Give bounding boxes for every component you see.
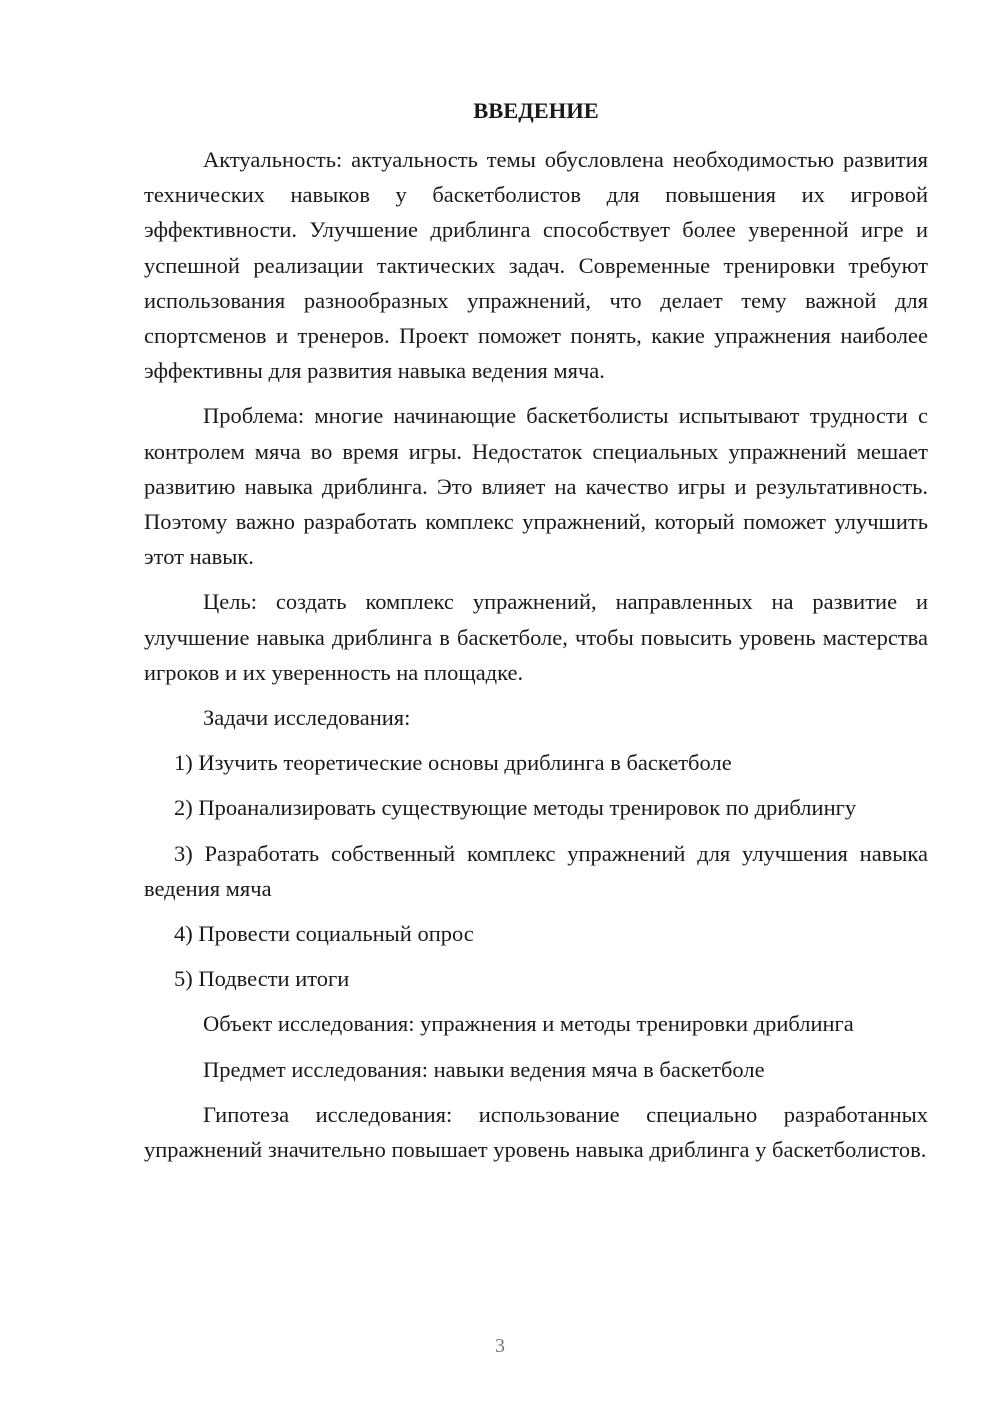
task-item-4: 4) Провести социальный опрос — [174, 921, 474, 947]
task-item-3: 3) Разработать собственный комплекс упражнений для улучшения навыка ведения мяча — [144, 840, 928, 901]
paragraph-relevance: Актуальность: актуальность темы обусловлена необходимостью развития технических навыков у баскетболистов для повышения их игровой эффективности. Улучшение дриблинга способствует более уверенной игре и успешной реализации тактических задач. Современные тренировки требуют использования разнообразных упражнений, что делает тему важной для спортсменов и тренеров. Проект поможет понять, какие упражнения наиболее эффективны для развития навыка ведения мяча. — [144, 147, 928, 384]
page-title: ВВЕДЕНИЕ — [473, 98, 599, 123]
paragraph-problem: Проблема: многие начинающие баскетболисты испытывают трудности с контролем мяча во время игры. Недостаток специальных упражнений мешает развитию навыка дриблинга. Это влияет на качество игры и результативность. Поэтому важно разработать комплекс упражнений, который поможет улучшить этот навык. — [144, 403, 928, 570]
tasks-heading: Задачи исследования: — [203, 705, 411, 731]
page-number: 3 — [495, 1335, 505, 1357]
paragraph-hypothesis: Гипотеза исследования: использование специально разработанных упражнений значительно повышает уровень навыка дриблинга у баскетболистов. — [144, 1101, 928, 1163]
task-item-2: 2) Проанализировать существующие методы тренировок по дриблингу — [174, 795, 857, 821]
document-body — [144, 96, 928, 1177]
task-item-1: 1) Изучить теоретические основы дриблинга в баскетболе — [174, 750, 732, 776]
task-item-5: 5) Подвести итоги — [174, 966, 350, 992]
paragraph-goal: Цель: создать комплекс упражнений, направленных на развитие и улучшение навыка дриблинга в баскетболе, чтобы повысить уровень мастерства игроков и их уверенность на площадке. — [144, 589, 928, 685]
paragraph-object: Объект исследования: упражнения и методы тренировки дриблинга — [203, 1011, 854, 1037]
paragraph-subject: Предмет исследования: навыки ведения мяча в баскетболе — [203, 1056, 765, 1082]
